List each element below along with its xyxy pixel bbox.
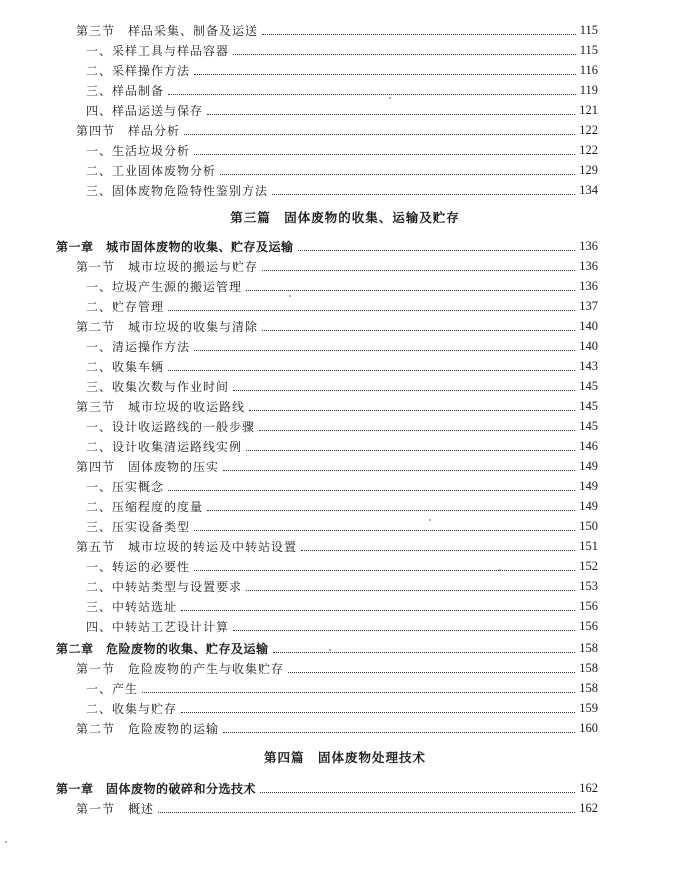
chapter-title: 第一章 城市固体废物的收集、贮存及运输: [56, 239, 294, 254]
page-number: 140: [579, 338, 598, 353]
page-number: 158: [579, 640, 598, 655]
page-number: 122: [579, 122, 598, 137]
scan-speck: [389, 97, 391, 99]
item-title: 一、垃圾产生源的搬运管理: [86, 279, 243, 294]
section-title: 第四节 样品分析: [76, 123, 181, 138]
page-number: 146: [579, 438, 598, 453]
page-number: 136: [579, 258, 598, 273]
page-number: 153: [579, 578, 598, 593]
item-title: 三、样品制备: [86, 83, 165, 98]
scan-speck: [289, 295, 291, 297]
item-title: 二、工业固体废物分析: [86, 163, 217, 178]
page-number: 145: [579, 418, 598, 433]
item-title: 三、压实设备类型: [86, 519, 191, 534]
page-number: 159: [579, 700, 598, 715]
page-number: 149: [579, 498, 598, 513]
section-title: 第一节 危险废物的产生与收集贮存: [76, 661, 285, 676]
page-number: 156: [579, 598, 598, 613]
page-number: 137: [579, 298, 598, 313]
item-title: 一、清运操作方法: [86, 339, 191, 354]
chapter-title: 第二章 危险废物的收集、贮存及运输: [56, 641, 269, 656]
scan-speck: [329, 649, 331, 651]
page-number: 136: [579, 238, 598, 253]
part-heading: 第四篇 固体废物处理技术: [263, 750, 426, 765]
page-number: 143: [579, 358, 598, 373]
page-number: 122: [579, 142, 598, 157]
item-title: 四、样品运送与保存: [86, 103, 204, 118]
item-title: 二、收集车辆: [86, 359, 165, 374]
scan-speck: [429, 519, 431, 521]
page-number: 129: [579, 162, 598, 177]
item-title: 一、产生: [86, 681, 139, 696]
item-title: 二、贮存管理: [86, 299, 165, 314]
section-title: 第二节 危险废物的运输: [76, 721, 220, 736]
page-number: 152: [579, 558, 598, 573]
page-number: 162: [579, 780, 598, 795]
item-title: 四、中转站工艺设计计算: [86, 619, 230, 634]
page-number: 145: [579, 378, 598, 393]
section-title: 第五节 城市垃圾的转运及中转站设置: [76, 539, 298, 554]
page-number: 160: [579, 720, 598, 735]
page-number: 149: [579, 478, 598, 493]
section-title: 第二节 城市垃圾的收集与清除: [76, 319, 259, 334]
page-number: 149: [579, 458, 598, 473]
item-title: 二、中转站类型与设置要求: [86, 579, 243, 594]
page-number: 115: [579, 42, 598, 57]
section-title: 第四节 固体废物的压实: [76, 459, 220, 474]
section-title: 第三节 样品采集、制备及运送: [76, 23, 259, 38]
item-title: 一、生活垃圾分析: [86, 143, 191, 158]
item-title: 二、收集与贮存: [86, 701, 178, 716]
section-title: 第一节 概述: [76, 801, 155, 816]
page-number: 145: [579, 398, 598, 413]
section-title: 第一节 城市垃圾的搬运与贮存: [76, 259, 259, 274]
item-title: 三、中转站选址: [86, 599, 178, 614]
section-title: 第三节 城市垃圾的收运路线: [76, 399, 246, 414]
item-title: 二、采样操作方法: [86, 63, 191, 78]
scan-speck: [499, 569, 501, 571]
item-title: 一、转运的必要性: [86, 559, 191, 574]
item-title: 二、设计收集清运路线实例: [86, 439, 243, 454]
page-number: 136: [579, 278, 598, 293]
page-number: 134: [579, 182, 598, 197]
chapter-title: 第一章 固体废物的破碎和分选技术: [56, 781, 257, 796]
item-title: 三、固体废物危险特性鉴别方法: [86, 183, 269, 198]
page-number: 158: [579, 680, 598, 695]
page-number: 162: [579, 800, 598, 815]
page-number: 156: [579, 618, 598, 633]
item-title: 一、压实概念: [86, 479, 165, 494]
scan-speck: [5, 841, 7, 843]
item-title: 一、设计收运路线的一般步骤: [86, 419, 256, 434]
page-number: 158: [579, 660, 598, 675]
page-number: 121: [579, 102, 598, 117]
page-number: 150: [579, 518, 598, 533]
item-title: 一、采样工具与样品容器: [86, 43, 230, 58]
item-title: 二、压缩程度的度量: [86, 499, 204, 514]
page-number: 115: [579, 22, 598, 37]
page-number: 140: [579, 318, 598, 333]
page-number: 151: [579, 538, 598, 553]
part-heading: 第三篇 固体废物的收集、运输及贮存: [230, 210, 460, 225]
page-number: 116: [579, 62, 598, 77]
item-title: 三、收集次数与作业时间: [86, 379, 230, 394]
page-number: 119: [579, 82, 598, 97]
